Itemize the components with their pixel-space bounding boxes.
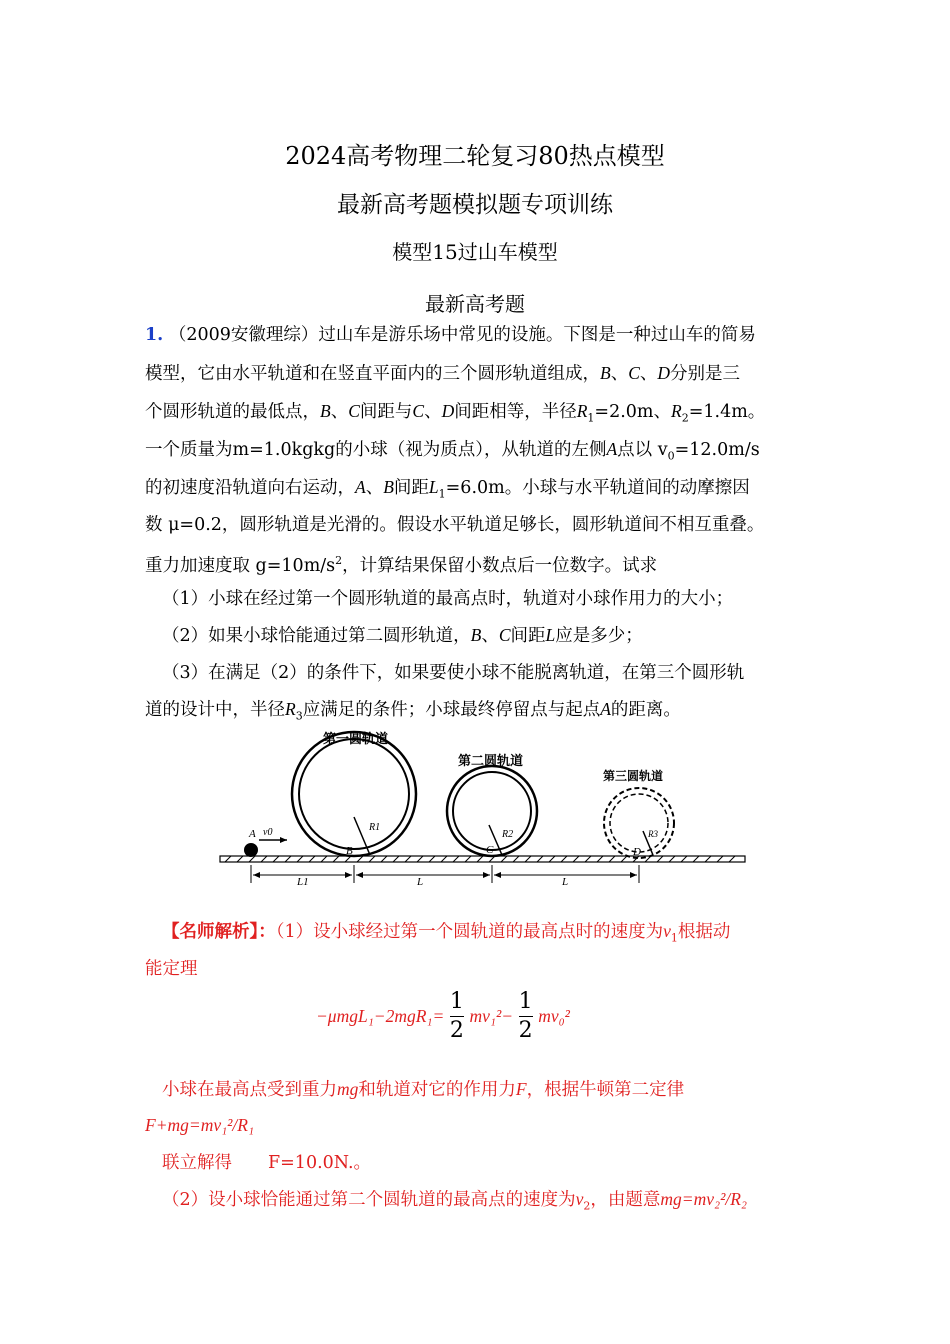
label-loop-1: 第一圆轨道	[323, 731, 389, 746]
loop-2-outer	[447, 766, 537, 856]
loop-2-inner	[453, 772, 531, 850]
problem-line-6: 数 μ=0.2，圆形轨道是光滑的。假设水平轨道足够长，圆形轨道间不相互重叠。	[145, 515, 765, 535]
solution-line-1: 【名师解析】：（1）设小球经过第一个圆轨道的最高点时的速度为$v_1$根据动	[162, 921, 731, 945]
roller-coaster-figure	[215, 725, 755, 885]
question-2: （2）如果小球恰能通过第二圆形轨道，B、C间距L应是多少；	[162, 625, 643, 646]
problem-line-1: 1. （2009安徽理综）过山车是游乐场中常见的设施。下图是一种过山车的简易	[145, 325, 756, 345]
label-R3: R3	[648, 829, 658, 839]
label-L-2: L	[562, 876, 569, 885]
label-v0: v0	[263, 827, 273, 838]
loop-1-inner	[299, 739, 409, 849]
problem-number: 1.	[145, 325, 164, 345]
problem-line-7: 重力加速度取 $g=10m/s^2$，计算结果保留小数点后一位数字。试求	[145, 554, 658, 576]
label-L-1: L	[417, 876, 424, 885]
label-B: B	[346, 845, 353, 857]
label-L1: L1	[297, 876, 309, 885]
label-loop-3: 第三圆轨道	[603, 769, 664, 783]
question-3-line-2: 道的设计中，半径$R_3$应满足的条件；小球最终停留点与起点A的距离。	[145, 699, 681, 723]
solution-line-2: 能定理	[145, 959, 198, 979]
section-heading: 最新高考题	[425, 292, 525, 316]
doc-title: 2024高考物理二轮复习80热点模型	[285, 142, 665, 170]
problem-line-2: 模型，它由水平轨道和在竖直平面内的三个圆形轨道组成，B、C、D分别是三	[145, 363, 741, 384]
label-loop-2: 第二圆轨道	[458, 753, 524, 768]
solution-line-5: （2）设小球恰能通过第二个圆轨道的最高点的速度为$v_2$，由题意mg=mv₂²/R₂	[162, 1189, 747, 1213]
label-R1: R1	[369, 822, 381, 833]
problem-line-4: 一个质量为m=1.0kgkg的小球（视为质点），从轨道的左侧A点以 $v_0=12.0m/s$	[145, 439, 760, 463]
equation-2: F+mg=mv₁²/R₁	[145, 1115, 255, 1135]
loop-1-outer	[292, 732, 416, 856]
label-C: C	[486, 844, 494, 856]
loop-3-inner	[610, 794, 668, 852]
question-1: （1）小球在经过第一个圆形轨道的最高点时，轨道对小球作用力的大小；	[162, 589, 734, 609]
ball	[244, 843, 258, 857]
question-3-line-1: （3）在满足（2）的条件下，如果要使小球不能脱离轨道，在第三个圆形轨	[162, 663, 745, 683]
solution-tag: 【名师解析】：	[162, 922, 276, 942]
doc-subtitle: 最新高考题模拟题专项训练	[337, 192, 613, 218]
problem-line-3: 个圆形轨道的最低点，B、C间距与C、D间距相等，半径$R_1=2.0m$、$R_2=1.4m$。	[145, 401, 766, 425]
model-title: 模型15过山车模型	[392, 240, 558, 264]
equation-1: $-\mu mgL_1-2mgR_1= \frac{1}{2} mv_1^2- \frac{1}{2} mv_0^2$	[316, 989, 570, 1043]
label-D: D	[633, 846, 641, 858]
solution-line-3: 小球在最高点受到重力mg和轨道对它的作用力F，根据牛顿第二定律	[162, 1079, 685, 1100]
solution-line-4: 联立解得 F=10.0N.。	[162, 1153, 372, 1173]
problem-line-5: 的初速度沿轨道向右运动，A、B间距$L_1=6.0m$。小球与水平轨道间的动摩擦因	[145, 477, 750, 501]
label-A: A	[249, 828, 256, 840]
label-R2: R2	[502, 829, 514, 840]
